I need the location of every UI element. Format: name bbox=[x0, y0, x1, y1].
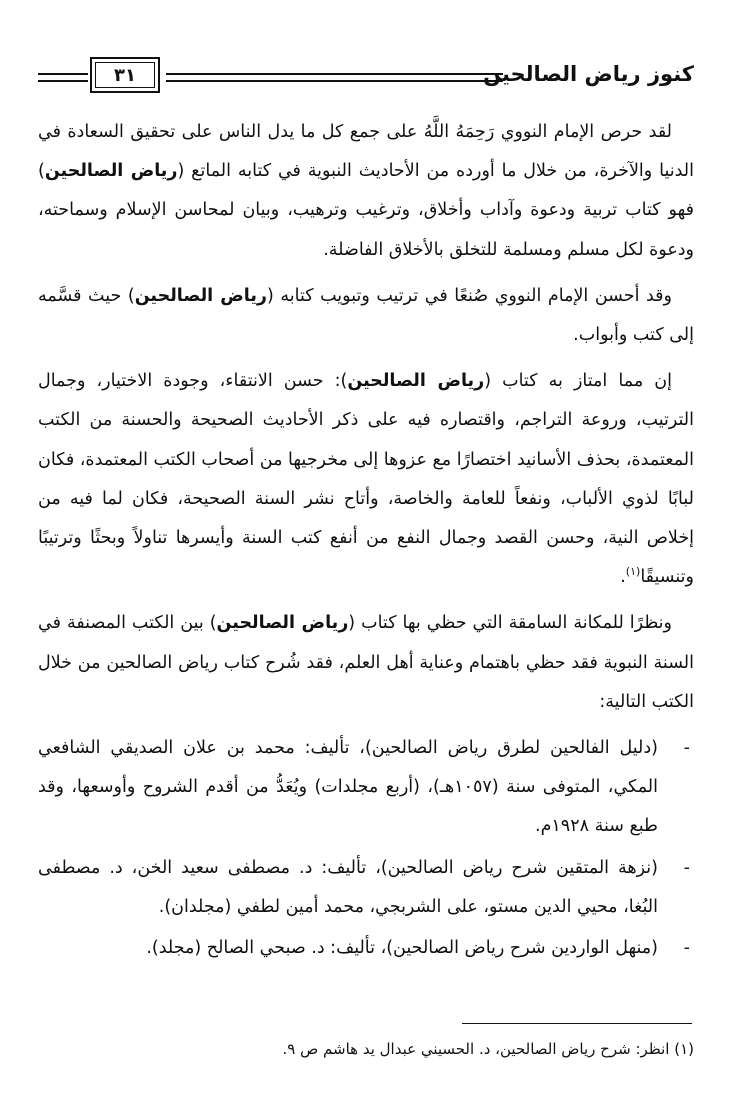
text-run: ) فهو كتاب تربية ودعوة وآداب وأخلاق، وترغيب وترهيب، وبيان لمحاسن الإسلام وسماحته، ودعوة لكل مسلم ومسلمة للتخلق بالأخلاق الفاضلة. bbox=[38, 161, 694, 260]
header-rule bbox=[166, 73, 503, 75]
text-run: ): حسن الانتقاء، وجودة الاختيار، وجمال الترتيب، وروعة التراجم، واقتصاره فيه على ذكر الأحاديث الصحيحة والحسنة من الكتب المعتمدة، بحذف الأسانيد اختصارًا مع عزوها إلى مخرجيها من أصحاب الكتب المعتمدة، فكان لبابًا لذوي الألباب، ونفعاً للعامة والخاصة، وأتاح نشر السنة الصحيحة، فكان لما فيه من إخلاص النية، وحسن القصد وجمال النفع من أنفع كتب السنة وأيسرها تناولاً وبحثًا وترتيبًا وتنسيقًا bbox=[38, 371, 694, 588]
list-dash: - bbox=[683, 938, 690, 959]
list-item-text: (نزهة المتقين شرح رياض الصالحين)، تأليف: د. مصطفى سعيد الخن، د. مصطفى البُغا، محيي الدين مستو، على الشربجي، محمد أمين لطفي (مجلدان). bbox=[38, 857, 658, 917]
list-item bbox=[38, 849, 694, 927]
footnote-separator bbox=[462, 1023, 692, 1024]
page-number: ٣١ bbox=[114, 65, 136, 86]
paragraph bbox=[38, 604, 694, 722]
text-run: إن مما امتاز به كتاب ( bbox=[484, 371, 673, 392]
header-rule bbox=[38, 80, 88, 82]
list-item bbox=[38, 729, 694, 847]
book-title: رياض الصالحين bbox=[347, 371, 485, 392]
header-rule bbox=[166, 80, 503, 82]
text-run: ) بين الكتب المصنفة في السنة النبوية فقد حظي باهتمام وعناية أهل العلم، فقد شُرح كتاب رياض الصالحين من خلال الكتب التالية: bbox=[38, 613, 694, 712]
list-item-text: (منهل الواردين شرح رياض الصالحين)، تأليف: د. صبحي الصالح (مجلد). bbox=[146, 938, 658, 959]
list-item-text: (دليل الفالحين لطرق رياض الصالحين)، تأليف: محمد بن علان الصديقي الشافعي المكي، المتوفى سنة (١٠٥٧هـ)، (أربع مجلدات) ويُعَدُّ من أقدم الشروح وأوسعها، وقد طبع سنة ١٩٢٨م. bbox=[38, 738, 659, 837]
text-run: . bbox=[620, 567, 626, 588]
paragraph bbox=[38, 362, 694, 597]
main-text bbox=[38, 113, 694, 970]
paragraph bbox=[38, 113, 694, 270]
list-dash: - bbox=[683, 738, 690, 759]
text-run: وقد أحسن الإمام النووي صُنعًا في ترتيب وتبويب كتابه ( bbox=[266, 285, 672, 306]
book-title: رياض الصالحين bbox=[216, 613, 349, 634]
header-rule bbox=[38, 73, 88, 75]
page-number-box bbox=[90, 57, 160, 93]
book-title: رياض الصالحين bbox=[134, 285, 267, 306]
commentaries-list bbox=[38, 729, 694, 968]
footnote: (١) انظر: شرح رياض الصالحين، د. الحسيني عبدال يد هاشم ص ٩. bbox=[282, 1040, 694, 1058]
text-run: لقد حرص الإمام النووي رَحِمَهُ اللَّهُ على جمع كل ما يدل الناس على تحقيق السعادة في الدنيا والآخرة، من خلال ما أورده من الأحاديث النبوية في كتابه الماتع ( bbox=[38, 122, 694, 182]
book-title: رياض الصالحين bbox=[44, 161, 178, 182]
running-header-title: كنوز رياض الصالحين bbox=[483, 62, 694, 86]
list-dash: - bbox=[683, 857, 690, 878]
footnote-marker: (١) bbox=[625, 565, 641, 579]
paragraph bbox=[38, 277, 694, 355]
text-run: ) حيث قسَّمه إلى كتب وأبواب. bbox=[38, 285, 694, 346]
text-run: ونظرًا للمكانة السامقة التي حظي بها كتاب ( bbox=[348, 613, 672, 634]
list-item bbox=[38, 929, 694, 968]
